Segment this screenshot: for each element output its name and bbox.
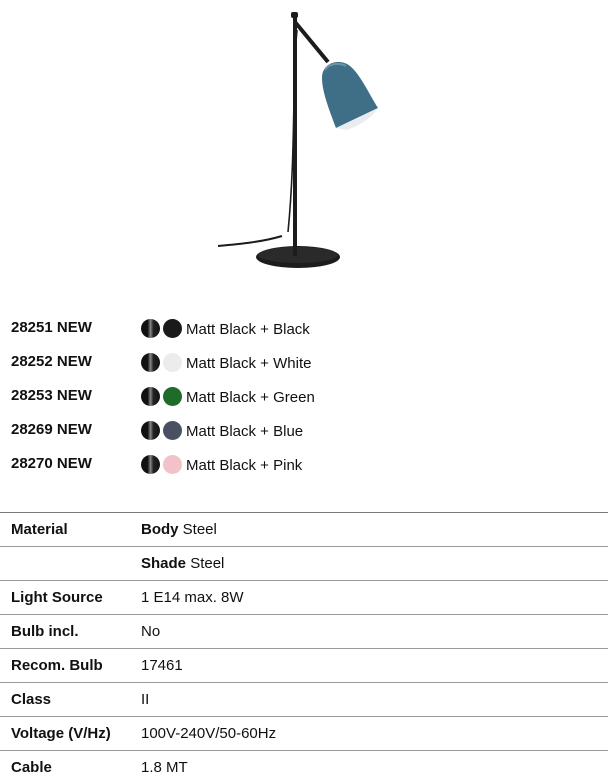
black-swatch-icon: [163, 319, 182, 338]
variant-row: [0, 380, 608, 414]
pink-swatch-icon: [163, 455, 182, 474]
spec-row-light-source: [0, 581, 608, 615]
matt-black-swatch-icon: [141, 387, 160, 406]
matt-black-swatch-icon: [141, 455, 160, 474]
variant-code: 28270 NEW: [11, 455, 92, 472]
matt-black-swatch-icon: [141, 353, 160, 372]
spec-label: Class: [11, 691, 52, 708]
color-swatches: [141, 421, 182, 440]
variant-row: [0, 414, 608, 448]
spec-label: Voltage (V/Hz): [11, 725, 111, 742]
variant-label: Matt Black + Pink: [186, 457, 303, 474]
spec-row-class: [0, 683, 608, 717]
spec-sub-value: Steel: [190, 555, 225, 572]
variant-label: Matt Black + White: [186, 355, 312, 372]
color-swatches: [141, 455, 182, 474]
spec-label: Bulb incl.: [11, 623, 79, 640]
variant-row: [0, 448, 608, 482]
matt-black-swatch-icon: [141, 421, 160, 440]
spec-sub-key: Shade: [141, 555, 187, 572]
variant-list: [0, 312, 608, 482]
spec-label: Material: [11, 521, 68, 538]
spec-sub-value: Steel: [182, 521, 217, 538]
spec-label: Cable: [11, 759, 52, 776]
color-swatches: [141, 353, 182, 372]
color-swatches: [141, 319, 182, 338]
spec-value: II: [141, 691, 150, 708]
variant-label: Matt Black + Green: [186, 389, 315, 406]
variant-label: Matt Black + Black: [186, 321, 310, 338]
spec-sub-key: Body: [141, 521, 179, 538]
spec-value: 17461: [141, 657, 183, 674]
variant-row: [0, 346, 608, 380]
green-swatch-icon: [163, 387, 182, 406]
spec-table: [0, 512, 608, 784]
blue-swatch-icon: [163, 421, 182, 440]
spec-value: No: [141, 623, 161, 640]
spec-row-material-body: [0, 513, 608, 547]
spec-value: 1.8 MT: [141, 759, 188, 776]
variant-row: [0, 312, 608, 346]
spec-row-material-shade: [0, 547, 608, 581]
color-swatches: [141, 387, 182, 406]
variant-code: 28251 NEW: [11, 319, 92, 336]
variant-code: 28269 NEW: [11, 421, 92, 438]
spec-value: [141, 521, 217, 538]
spec-row-recom-bulb: [0, 649, 608, 683]
variant-label: Matt Black + Blue: [186, 423, 304, 440]
spec-value: 100V-240V/50-60Hz: [141, 725, 277, 742]
spec-value: 1 E14 max. 8W: [141, 589, 244, 606]
variant-code: 28253 NEW: [11, 387, 92, 404]
spec-row-cable: [0, 751, 608, 784]
product-image: [200, 0, 410, 278]
desk-lamp-icon: [200, 0, 410, 278]
variant-code: 28252 NEW: [11, 353, 92, 370]
spec-value: [141, 555, 224, 572]
spec-row-bulb-incl: [0, 615, 608, 649]
spec-label: Recom. Bulb: [11, 657, 103, 674]
spec-label: Light Source: [11, 589, 103, 606]
white-swatch-icon: [163, 353, 182, 372]
spec-row-voltage: [0, 717, 608, 751]
matt-black-swatch-icon: [141, 319, 160, 338]
